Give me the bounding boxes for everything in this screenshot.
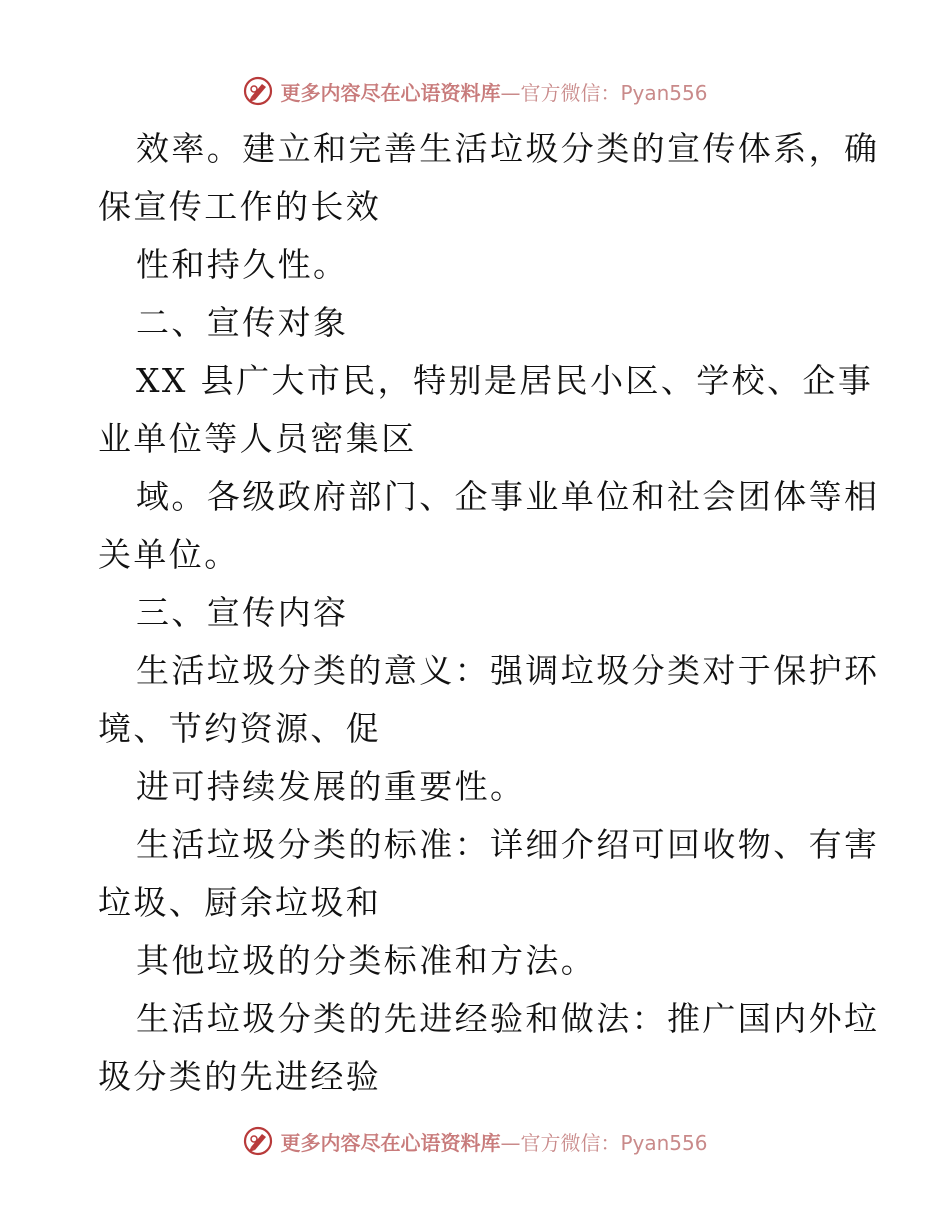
section-heading: 二、宣传对象 [136, 303, 349, 342]
text-line: 性和持久性。 [136, 245, 349, 284]
watermark-text [280, 77, 707, 106]
pen-logo-icon [242, 75, 274, 107]
watermark-wechat: 官方微信：Pyan556 [520, 1130, 708, 1155]
watermark-main: 更多内容尽在心语资料库 [280, 1130, 501, 1155]
text-line: 圾分类的先进经验 [98, 1057, 382, 1096]
text-line: 垃圾、厨余垃圾和 [98, 883, 382, 922]
watermark-separator: — [500, 1130, 521, 1155]
watermark-text [280, 1127, 707, 1156]
text-line: XX 县广大市民，特别是居民小区、学校、企事 [136, 361, 874, 400]
watermark-separator: — [500, 80, 521, 105]
text-line: 其他垃圾的分类标准和方法。 [136, 941, 597, 980]
text-line: 生活垃圾分类的意义：强调垃圾分类对于保护环 [136, 651, 880, 690]
text-line: 域。各级政府部门、企事业单位和社会团体等相 [136, 477, 880, 516]
text-line: 关单位。 [98, 535, 240, 574]
text-line: 效率。建立和完善生活垃圾分类的宣传体系，确 [136, 129, 880, 168]
text-line: 境、节约资源、促 [98, 709, 382, 748]
document-body [98, 120, 880, 1106]
watermark-main: 更多内容尽在心语资料库 [280, 80, 501, 105]
text-line: 保宣传工作的长效 [98, 187, 382, 226]
watermark-wechat: 官方微信：Pyan556 [520, 80, 708, 105]
text-line: 进可持续发展的重要性。 [136, 767, 526, 806]
text-line: 生活垃圾分类的先进经验和做法：推广国内外垃 [136, 999, 880, 1038]
text-line: 业单位等人员密集区 [98, 419, 417, 458]
footer-watermark [0, 1121, 950, 1161]
section-heading: 三、宣传内容 [136, 593, 349, 632]
header-watermark [0, 71, 950, 111]
pen-logo-icon [242, 1125, 274, 1157]
text-line: 生活垃圾分类的标准：详细介绍可回收物、有害 [136, 825, 880, 864]
